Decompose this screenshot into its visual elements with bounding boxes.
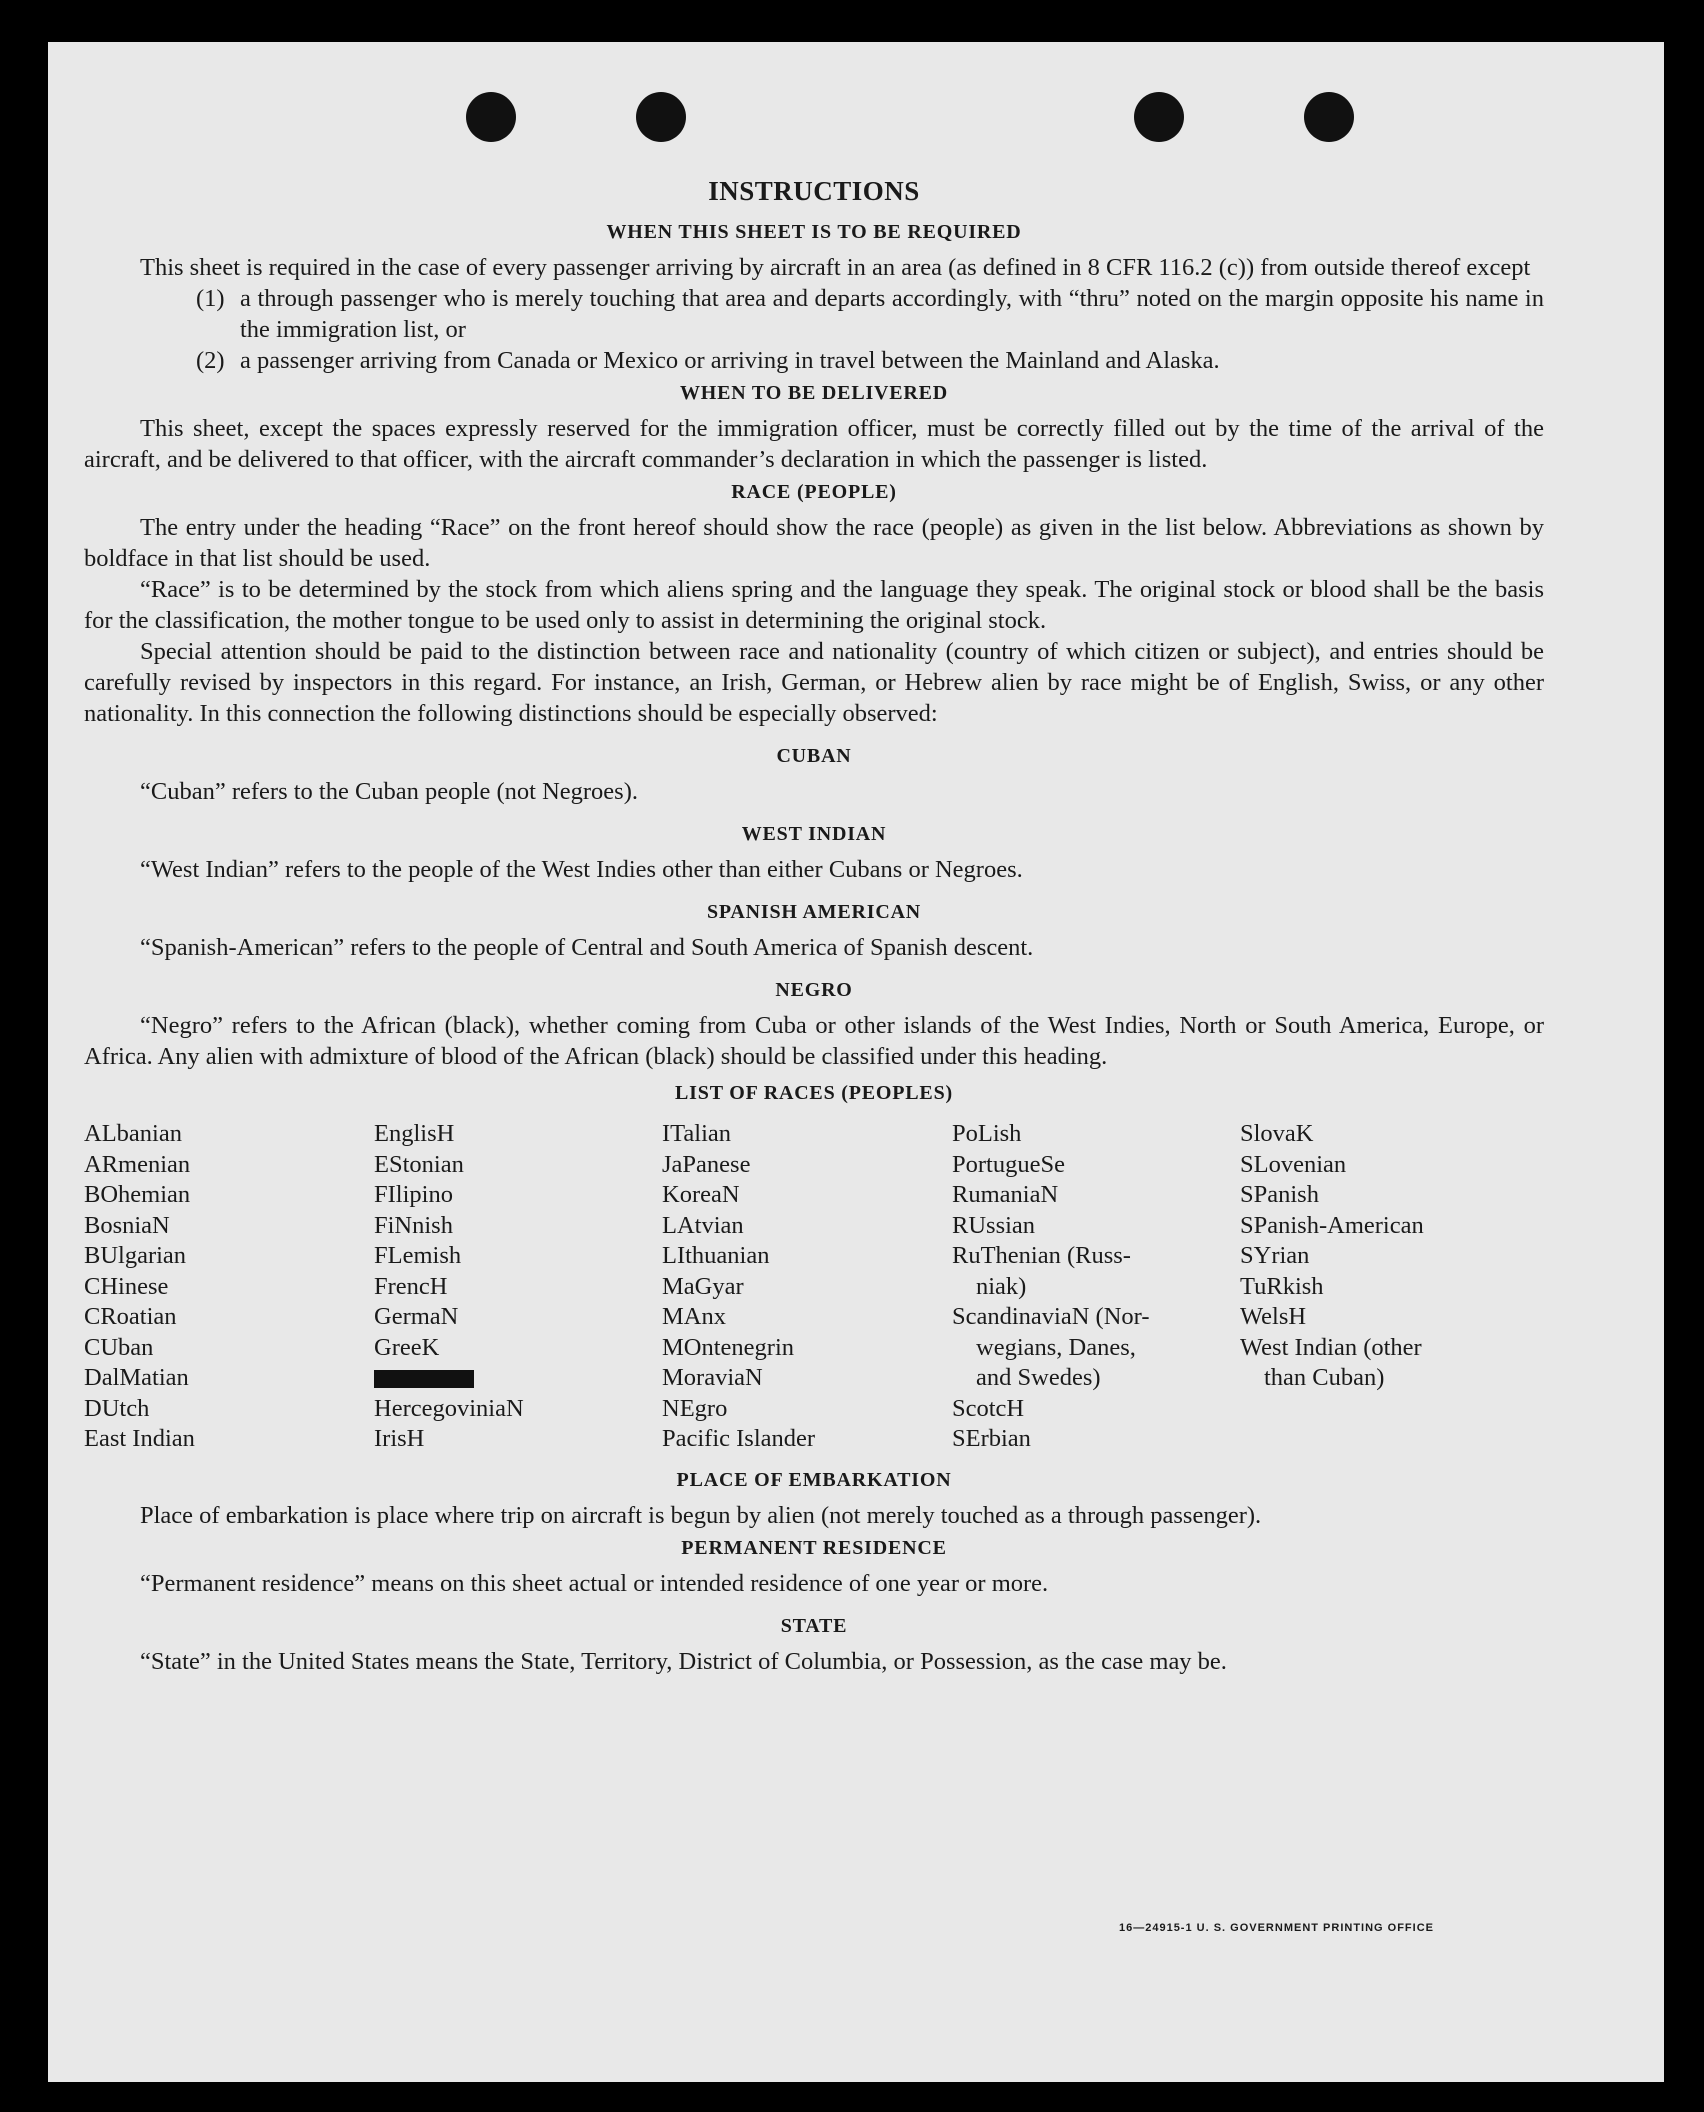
race-item: MoraviaN bbox=[662, 1364, 763, 1391]
race-item: SYrian bbox=[1240, 1242, 1310, 1269]
race-item: RUssian bbox=[952, 1211, 1036, 1239]
punch-hole bbox=[1304, 92, 1354, 142]
section-paragraph: “Permanent residence” means on this sheet actual or intended residence of one year or more. bbox=[140, 1569, 1049, 1597]
section-paragraph: “West Indian” refers to the people of the West Indies other than either Cubans or Negroes. bbox=[140, 856, 1023, 883]
section-heading: RACE (PEOPLE) bbox=[731, 481, 897, 503]
race-item: WelsH bbox=[1240, 1303, 1307, 1330]
races-heading: LIST OF RACES (PEOPLES) bbox=[675, 1082, 953, 1104]
section-paragraph: “Negro” refers to the African (black), whether coming from Cuba or other islands of the West Indies, North or South America, Europe, or Africa. Any alien with admixture of blood of the African (black) should be classified under this heading. bbox=[84, 1012, 1544, 1070]
list-item bbox=[196, 345, 1544, 376]
race-item: FIlipino bbox=[374, 1181, 453, 1208]
race-item: SPanish bbox=[1240, 1181, 1319, 1208]
race-item: East Indian bbox=[84, 1425, 195, 1452]
race-item: GreeK bbox=[374, 1333, 440, 1361]
section-heading: PLACE OF EMBARKATION bbox=[676, 1468, 952, 1491]
section-paragraph: This sheet, except the spaces expressly reserved for the immigration officer, must be correctly filled out by the time of the arrival of the aircraft, and be delivered to that officer, with the aircraft commander’s declaration in which the passenger is listed. bbox=[84, 415, 1544, 473]
race-item: MAnx bbox=[662, 1303, 726, 1330]
race-item: IrisH bbox=[374, 1425, 425, 1452]
section-paragraph: The entry under the heading “Race” on the front hereof should show the race (people) as given in the list below. Abbreviations as shown by boldface in that list should be used. bbox=[84, 514, 1544, 572]
race-item: BOhemian bbox=[84, 1181, 191, 1208]
section-paragraph: “Spanish-American” refers to the people of Central and South America of Spanish descent. bbox=[140, 934, 1034, 961]
race-item-continued: niak) bbox=[976, 1272, 1027, 1300]
section-paragraph: Special attention should be paid to the distinction between race and nationality (country of which citizen or subject), and entries should be carefully revised by inspectors in this regard. For instance, an Irish, German, or Hebrew alien by race might be of English, Swiss, or any other nationality. In this connection the following distinctions should be especially observed: bbox=[84, 638, 1544, 727]
section-heading: NEGRO bbox=[775, 979, 853, 1001]
race-item: ScotcH bbox=[952, 1394, 1025, 1422]
race-item: CUban bbox=[84, 1333, 154, 1361]
race-item: Pacific Islander bbox=[662, 1425, 816, 1452]
race-item: BosniaN bbox=[84, 1211, 170, 1239]
race-item: RuThenian (Russ- bbox=[952, 1242, 1131, 1269]
race-item: ALbanian bbox=[84, 1120, 182, 1147]
race-item: DUtch bbox=[84, 1394, 150, 1422]
race-item-continued: than Cuban) bbox=[1264, 1364, 1385, 1391]
race-item: EnglisH bbox=[374, 1120, 455, 1147]
section-paragraph: Place of embarkation is place where trip on aircraft is begun by alien (not merely touched as a through passenger). bbox=[140, 1501, 1262, 1529]
race-item: KoreaN bbox=[662, 1181, 740, 1208]
race-item: ScandinaviaN (Nor- bbox=[952, 1303, 1150, 1330]
race-item: LIthuanian bbox=[662, 1242, 770, 1269]
race-item: GermaN bbox=[374, 1303, 459, 1330]
punch-hole bbox=[1134, 92, 1184, 142]
race-item: CHinese bbox=[84, 1272, 169, 1300]
list-item-number: (1) bbox=[196, 285, 225, 312]
race-item: ARmenian bbox=[84, 1150, 191, 1178]
race-item: MOntenegrin bbox=[662, 1333, 794, 1361]
race-item: West Indian (other bbox=[1240, 1333, 1422, 1361]
section-heading: STATE bbox=[780, 1614, 848, 1637]
race-item: CRoatian bbox=[84, 1303, 177, 1330]
race-item: SErbian bbox=[952, 1425, 1031, 1452]
document-page bbox=[48, 42, 1664, 2082]
section-paragraph: “State” in the United States means the State, Territory, District of Columbia, or Possession, as the case may be. bbox=[140, 1647, 1227, 1675]
printing-office-code: 16—24915-1 U. S. GOVERNMENT PRINTING OFFICE bbox=[1118, 1922, 1434, 1934]
race-item: LAtvian bbox=[662, 1211, 744, 1239]
race-item: FrencH bbox=[374, 1272, 448, 1300]
section-heading: CUBAN bbox=[776, 745, 852, 767]
race-item: FiNnish bbox=[374, 1211, 453, 1239]
race-item: EStonian bbox=[374, 1150, 464, 1178]
races-column bbox=[952, 1119, 1240, 1455]
race-item: RumaniaN bbox=[952, 1181, 1059, 1208]
section-heading: SPANISH AMERICAN bbox=[706, 901, 922, 923]
race-item: MaGyar bbox=[662, 1272, 744, 1300]
list-item bbox=[196, 283, 1544, 345]
race-item: NEgro bbox=[662, 1394, 728, 1422]
redaction-mark bbox=[374, 1370, 474, 1388]
race-item: HercegoviniaN bbox=[374, 1394, 524, 1422]
section-paragraph: “Cuban” refers to the Cuban people (not Negroes). bbox=[140, 778, 638, 805]
page-title: INSTRUCTIONS bbox=[708, 176, 920, 206]
section-paragraph: “Race” is to be determined by the stock from which aliens spring and the language they speak. The original stock or blood shall be the basis for the classification, the mother tongue to be used only to assist in determining the original stock. bbox=[84, 576, 1544, 634]
redacted-race-item bbox=[374, 1363, 662, 1394]
races-column bbox=[1240, 1119, 1500, 1455]
list-item-number: (2) bbox=[196, 347, 225, 374]
race-item: FLemish bbox=[374, 1242, 462, 1269]
race-item: BUlgarian bbox=[84, 1242, 187, 1269]
race-item: DalMatian bbox=[84, 1364, 189, 1391]
section-heading: WHEN THIS SHEET IS TO BE REQUIRED bbox=[606, 221, 1022, 243]
punch-hole bbox=[466, 92, 516, 142]
race-item: SlovaK bbox=[1240, 1120, 1314, 1147]
race-item: SLovenian bbox=[1240, 1150, 1347, 1178]
race-item: TuRkish bbox=[1240, 1272, 1324, 1300]
section-heading: WHEN TO BE DELIVERED bbox=[679, 382, 949, 404]
section-paragraph: This sheet is required in the case of every passenger arriving by aircraft in an area (as defined in 8 CFR 116.2 (c)) from outside thereof except bbox=[140, 254, 1531, 281]
section-heading: WEST INDIAN bbox=[741, 823, 887, 845]
races-list bbox=[84, 1119, 1544, 1455]
race-item: SPanish-American bbox=[1240, 1211, 1424, 1239]
punch-hole bbox=[636, 92, 686, 142]
race-item: PortugueSe bbox=[952, 1150, 1065, 1178]
instructions-content bbox=[84, 176, 1544, 1677]
list-item-text: a passenger arriving from Canada or Mexico or arriving in travel between the Mainland and Alaska. bbox=[240, 347, 1220, 374]
race-item: JaPanese bbox=[662, 1150, 751, 1178]
races-column bbox=[374, 1119, 662, 1455]
list-item-text: a through passenger who is merely touching that area and departs accordingly, with “thru” noted on the margin opposite his name in the immigration list, or bbox=[240, 285, 1544, 343]
race-item-continued: and Swedes) bbox=[976, 1364, 1101, 1391]
races-column bbox=[662, 1119, 952, 1455]
race-item: ITalian bbox=[662, 1120, 732, 1147]
races-column bbox=[84, 1119, 374, 1455]
section-heading: PERMANENT RESIDENCE bbox=[681, 1536, 947, 1559]
race-item: PoLish bbox=[952, 1120, 1022, 1147]
race-item-continued: wegians, Danes, bbox=[976, 1333, 1136, 1361]
